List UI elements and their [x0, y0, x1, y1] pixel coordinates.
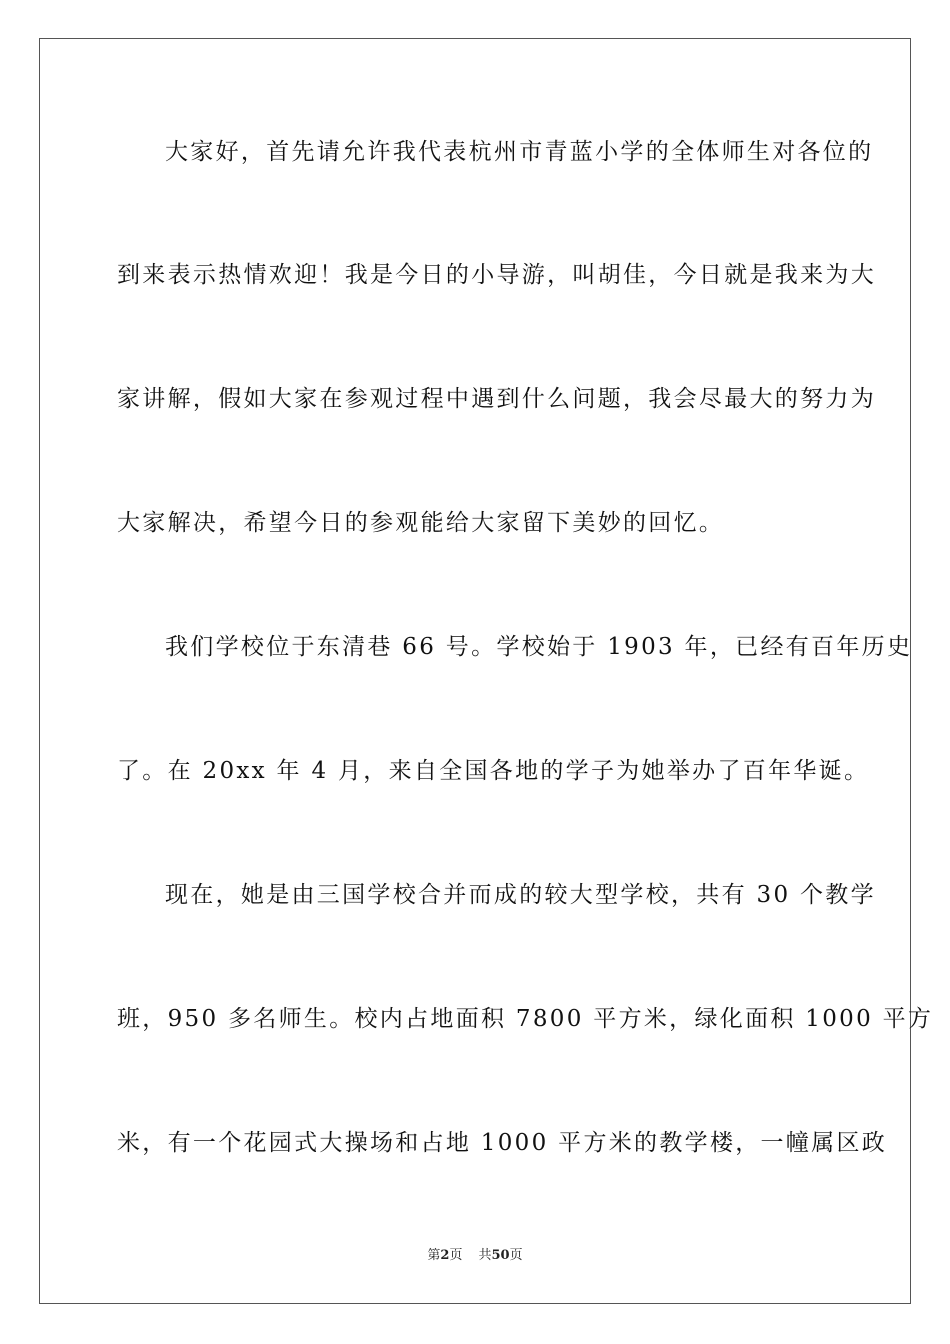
- page-footer: [0, 1247, 950, 1265]
- paragraph-line-5: 我们学校位于东清巷 66 号。学校始于 1903 年，已经有百年历史: [165, 634, 913, 660]
- paragraph-line-8: 班，950 多名师生。校内占地面积 7800 平方米，绿化面积 1000 平方: [117, 1006, 934, 1032]
- footer-page-current: 2: [440, 1248, 450, 1263]
- footer-page-suffix: 页: [449, 1248, 463, 1263]
- footer-total-suffix: 页: [509, 1248, 523, 1263]
- paragraph-line-6: 了。在 20xx 年 4 月，来自全国各地的学子为她举办了百年华诞。: [117, 758, 870, 784]
- paragraph-line-7: 现在，她是由三国学校合并而成的较大型学校，共有 30 个教学: [165, 882, 876, 908]
- paragraph-line-1: 大家好，首先请允许我代表杭州市青蓝小学的全体师生对各位的: [165, 139, 874, 165]
- paragraph-line-2: 到来表示热情欢迎！我是今日的小导游，叫胡佳，今日就是我来为大: [117, 262, 876, 288]
- paragraph-line-4: 大家解决，希望今日的参观能给大家留下美妙的回忆。: [117, 510, 725, 536]
- footer-page-total: 50: [491, 1248, 510, 1263]
- page-border: [39, 38, 934, 1304]
- paragraph-line-9: 米，有一个花园式大操场和占地 1000 平方米的教学楼，一幢属区政: [117, 1130, 888, 1156]
- footer-total-prefix: 共: [478, 1248, 492, 1263]
- footer-page-prefix: 第: [427, 1248, 441, 1263]
- paragraph-line-3: 家讲解，假如大家在参观过程中遇到什么问题，我会尽最大的努力为: [117, 386, 876, 412]
